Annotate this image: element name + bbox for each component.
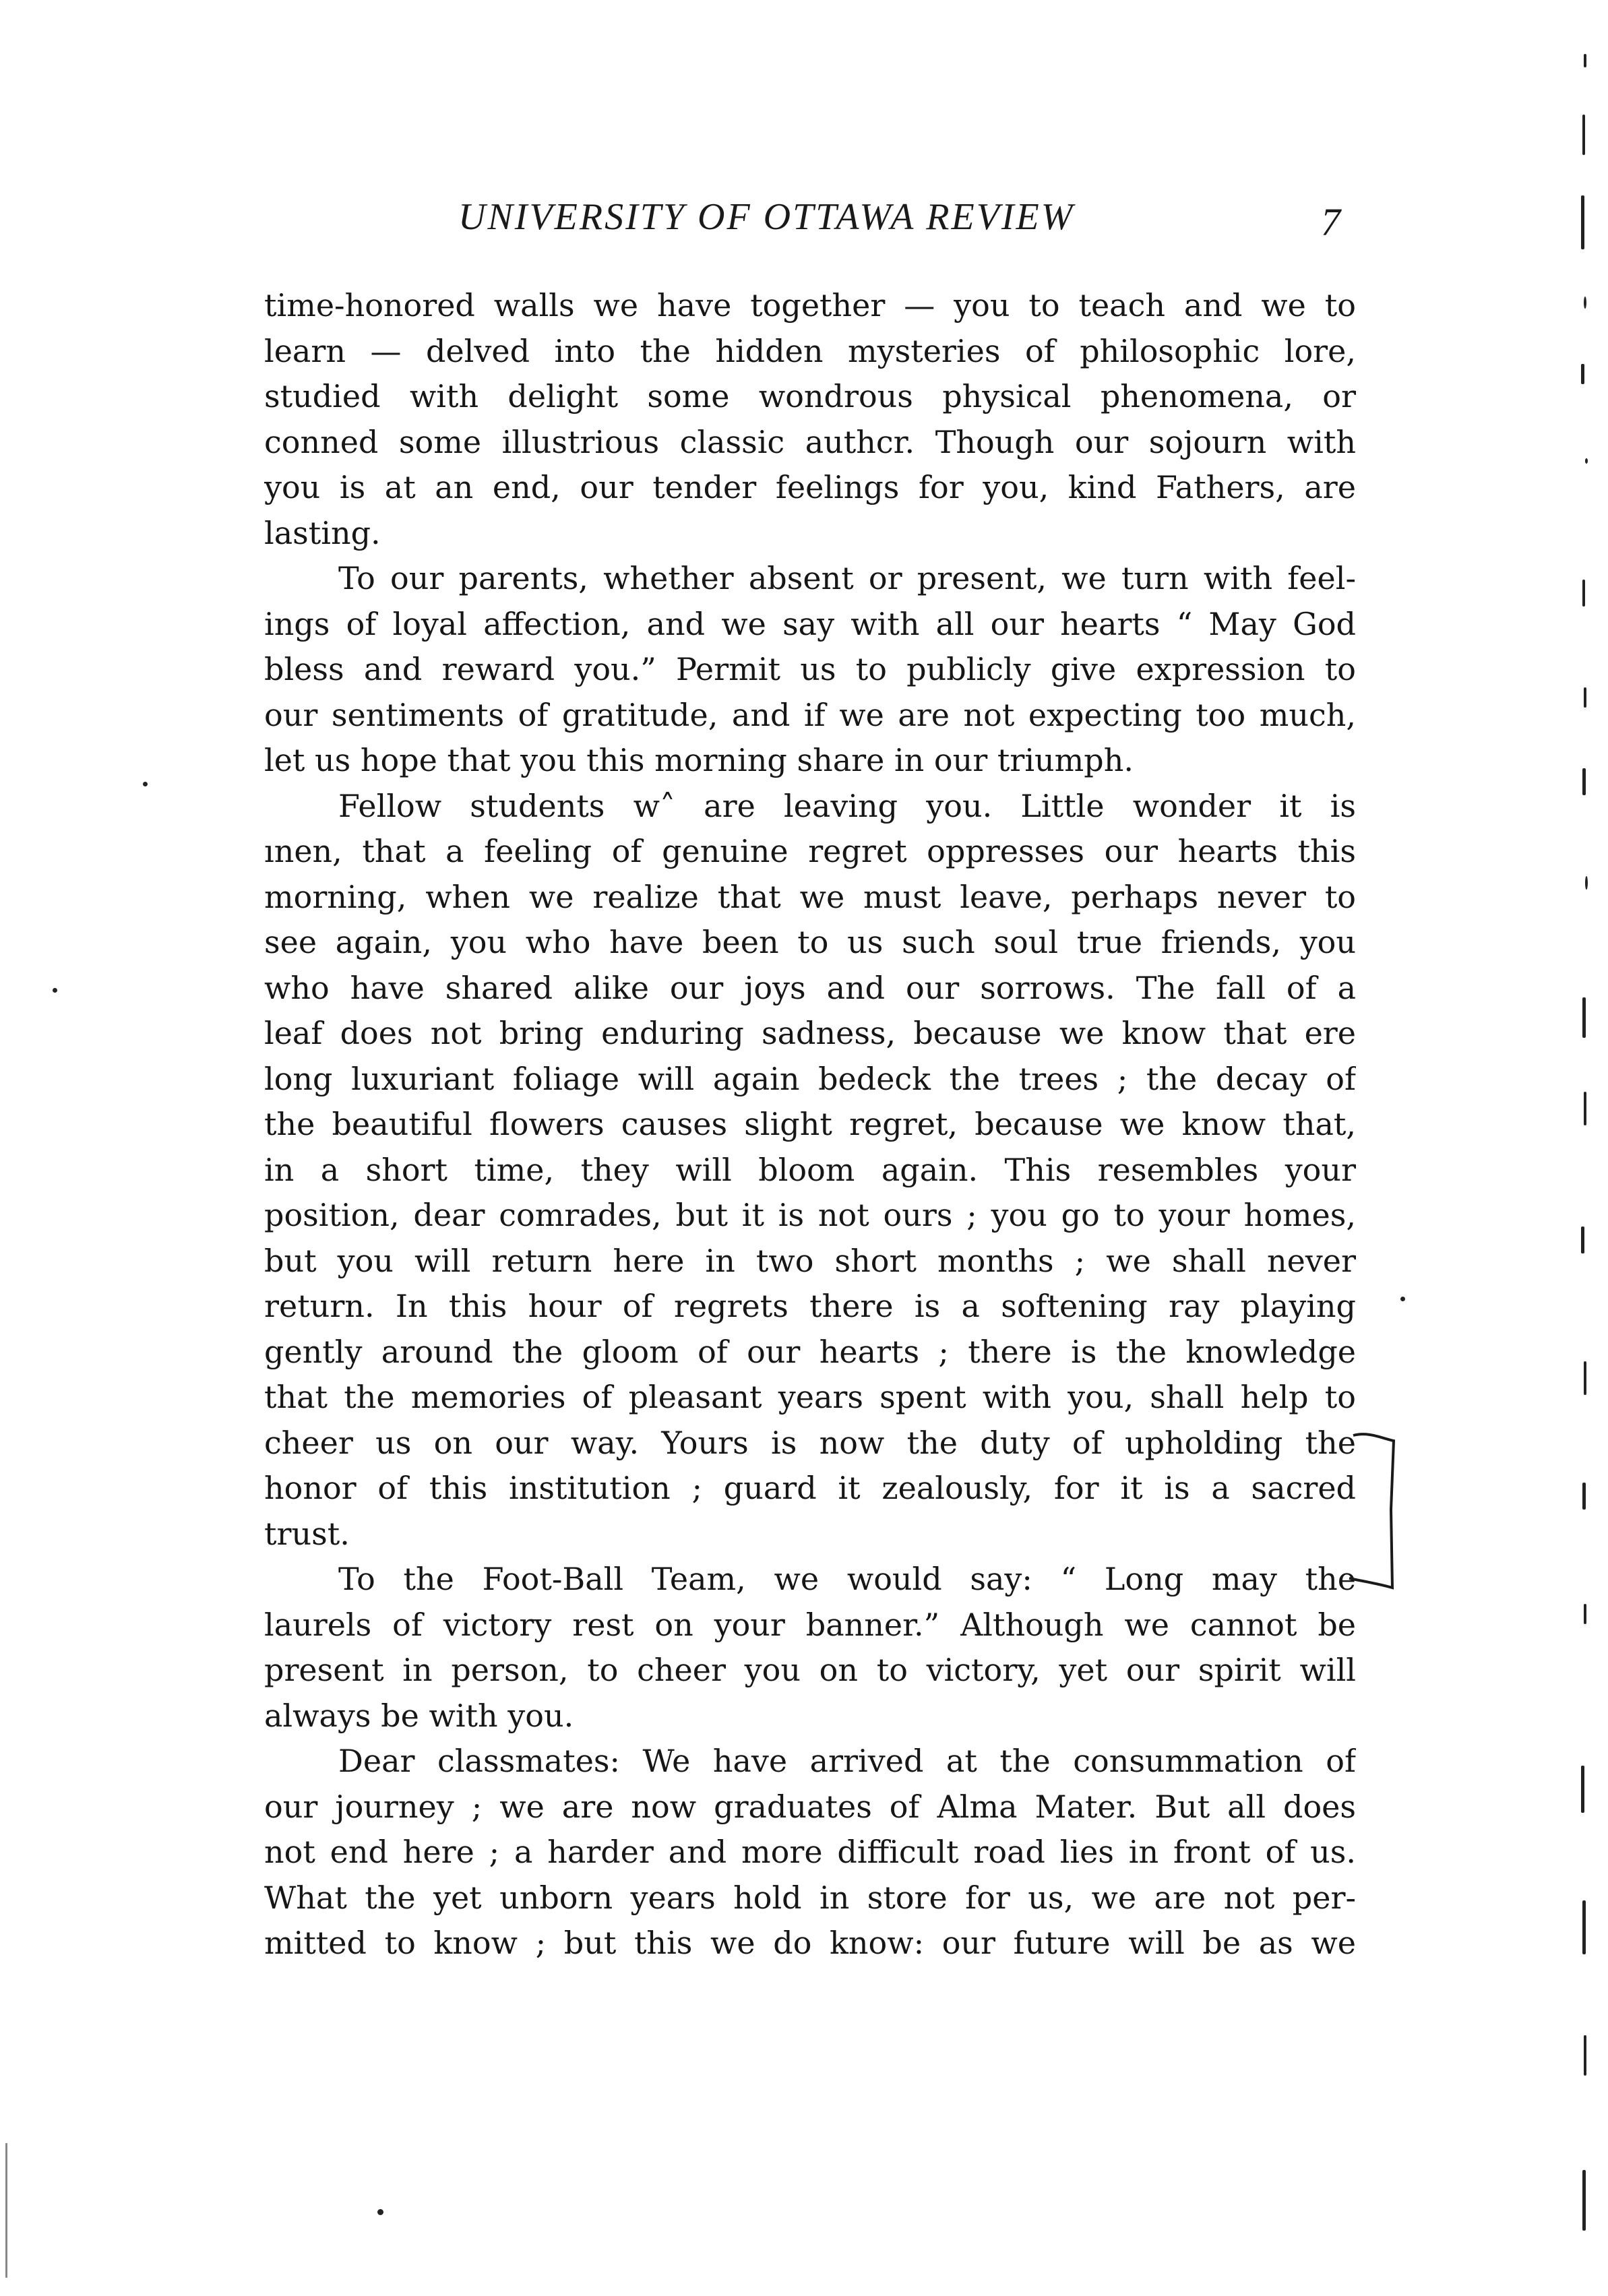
text-line: learn — delved into the hidden mysteries of philosophic lore, xyxy=(264,332,1356,369)
text-line: but you will return here in two short months ; we shall never xyxy=(264,1242,1356,1279)
stray-speck xyxy=(53,988,57,993)
scan-edge-specks xyxy=(1557,40,1608,2291)
text-line: mitted to know ; but this we do know: our future will be as we xyxy=(264,1925,1356,1961)
text-line: you is at an end, our tender feelings for you, kind Fathers, are xyxy=(264,469,1356,505)
text-line: lasting. xyxy=(264,514,381,551)
text-line: who have shared alike our joys and our sorrows. The fall of a xyxy=(264,969,1356,1006)
text-line: that the memories of pleasant years spent with you, shall help to xyxy=(264,1379,1356,1415)
text-line: honor of this institution ; guard it zealously, for it is a sacred xyxy=(264,1470,1356,1506)
text-line: laurels of victory rest on your banner.” Although we cannot be xyxy=(264,1606,1356,1643)
text-line: To the Foot-Ball Team, we would say: “ Long may the xyxy=(338,1561,1356,1597)
text-line: What the yet unborn years hold in store for us, we are not per- xyxy=(264,1879,1356,1916)
text-line: return. In this hour of regrets there is a softening ray playing xyxy=(264,1288,1356,1324)
text-line: let us hope that you this morning share in our triumph. xyxy=(264,742,1134,778)
text-line: trust. xyxy=(264,1515,350,1552)
text-line: Dear classmates: We have arrived at the consummation of xyxy=(338,1743,1356,1779)
text-line: time-honored walls we have together — you to teach and we to xyxy=(264,287,1356,323)
text-line: position, dear comrades, but it is not ours ; you go to your homes, xyxy=(264,1197,1356,1233)
text-line: cheer us on our way. Yours is now the duty of upholding the xyxy=(264,1424,1356,1461)
margin-bracket-mark xyxy=(1348,1429,1402,1590)
text-line: our sentiments of gratitude, and if we are not expecting too much, xyxy=(264,696,1356,733)
stray-speck xyxy=(1400,1297,1405,1301)
text-line: studied with delight some wondrous physical phenomena, or xyxy=(264,378,1356,414)
text-line: always be with you. xyxy=(264,1697,574,1734)
text-line: morning, when we realize that we must leave, perhaps never to xyxy=(264,878,1356,915)
body-text xyxy=(264,283,1356,1966)
text-line: long luxuriant foliage will again bedeck the trees ; the decay of xyxy=(264,1060,1356,1097)
stray-speck xyxy=(377,2209,383,2215)
text-line: ings of loyal affection, and we say with all our hearts “ May God xyxy=(264,605,1356,642)
text-line: gently around the gloom of our hearts ; there is the knowledge xyxy=(264,1333,1356,1370)
paragraph-3 xyxy=(264,784,1356,1557)
text-line: the beautiful flowers causes slight regret, because we know that, xyxy=(264,1106,1356,1142)
stray-speck xyxy=(143,782,148,786)
page-number: 7 xyxy=(1321,200,1340,244)
paragraph-2 xyxy=(264,556,1356,784)
paragraph-1 xyxy=(264,283,1356,556)
paragraph-5 xyxy=(264,1739,1356,1966)
text-line: To our parents, whether absent or present, we turn with feel- xyxy=(338,560,1356,596)
text-line: conned some illustrious classic authcr. Though our sojourn with xyxy=(264,423,1356,460)
text-line: our journey ; we are now graduates of Alma Mater. But all does xyxy=(264,1788,1356,1825)
text-line: bless and reward you.” Permit us to publicly give expression to xyxy=(264,651,1356,687)
running-head: UNIVERSITY OF OTTAWA REVIEW xyxy=(458,196,1075,238)
paragraph-4 xyxy=(264,1557,1356,1739)
text-line: Fellow students w˄ are leaving you. Little wonder it is xyxy=(338,787,1356,824)
text-line: leaf does not bring enduring sadness, because we know that ere xyxy=(264,1015,1356,1051)
left-edge-specks xyxy=(0,2143,13,2296)
text-line: ınen, that a feeling of genuine regret oppresses our hearts this xyxy=(264,833,1356,869)
text-line: see again, you who have been to us such soul true friends, you xyxy=(264,924,1356,960)
text-line: present in person, to cheer you on to victory, yet our spirit will xyxy=(264,1652,1356,1688)
text-line: in a short time, they will bloom again. This resembles your xyxy=(264,1151,1356,1188)
text-line: not end here ; a harder and more difficult road lies in front of us. xyxy=(264,1834,1356,1870)
